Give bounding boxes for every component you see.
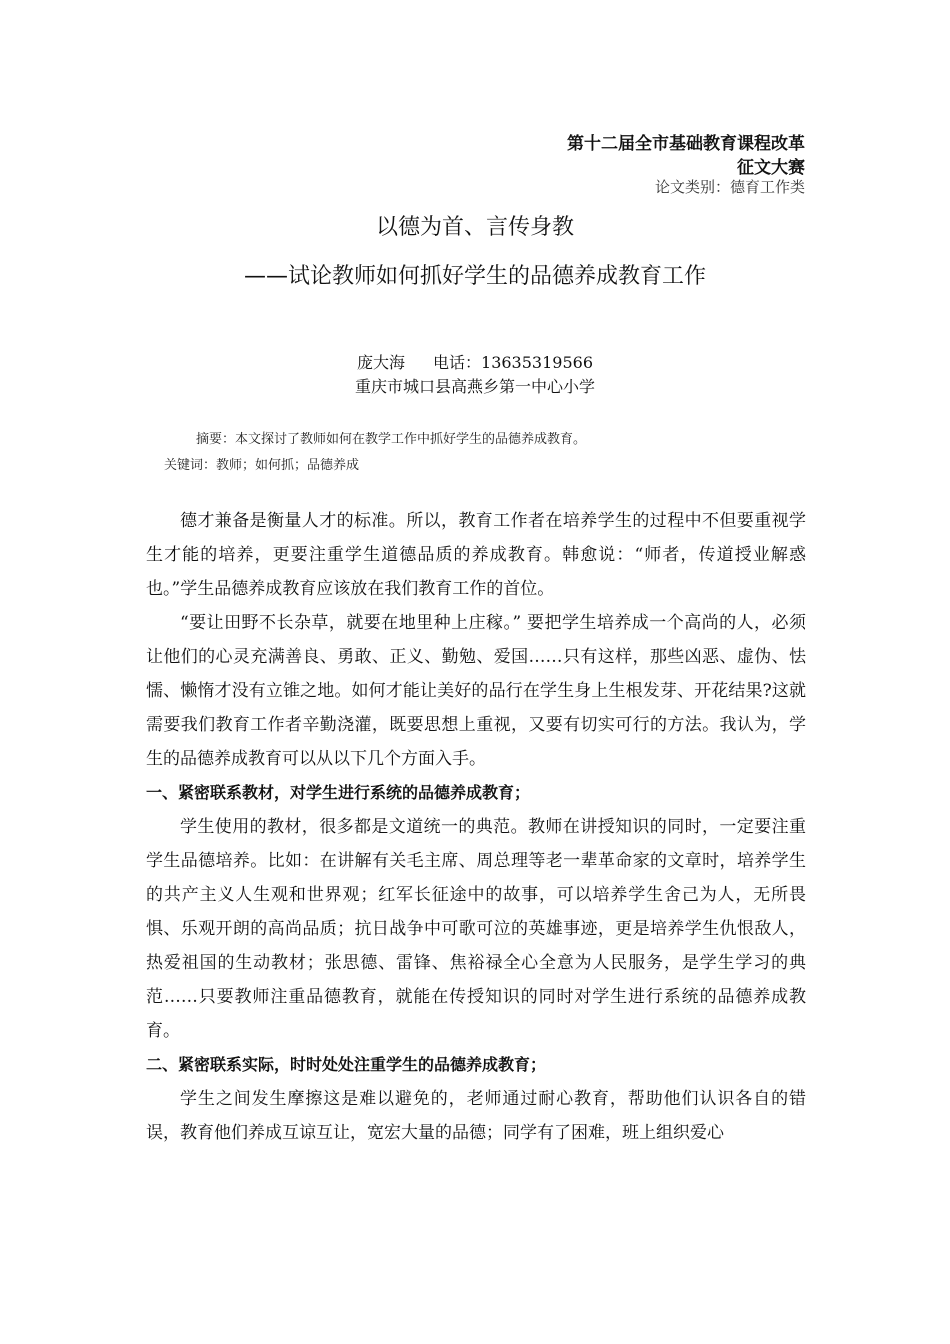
paragraph: “要让田野不长杂草，就要在地里种上庄稼。” 要把学生培养成一个高尚的人，必须让他们的心灵充满善良、勇敢、正义、勤勉、爱国……只有这样，那些凶恶、虚伪、怯懦、懒惰才没有立锥之地。如何才能让美好的品行在学生身上生根发芽、开花结果?这就需要我们教育工作者辛勤浇灌，既要思想上重视，又要有切实可行的方法。我认为，学生的品德养成教育可以从以下几个方面入手。 bbox=[146, 613, 806, 769]
paper-category: 论文类别：德育工作类 bbox=[654, 178, 805, 196]
author-phone: 电话：13635319566 bbox=[433, 353, 593, 372]
main-title: 以德为首、言传身教 bbox=[375, 215, 574, 240]
section-heading: 二、紧密联系实际，时时处处注重学生的品德养成教育； bbox=[146, 1055, 547, 1074]
keywords: 关键词：教师；如何抓；品德养成 bbox=[164, 458, 360, 473]
author-name: 庞大海 bbox=[357, 353, 406, 372]
paragraph: 学生之间发生摩擦这是难以避免的，老师通过耐心教育，帮助他们认识各自的错误，教育他们养成互谅互让，宽宏大量的品德；同学有了困难，班上组织爱心 bbox=[146, 1089, 806, 1143]
section-heading: 一、紧密联系教材，对学生进行系统的品德养成教育； bbox=[146, 783, 531, 802]
contest-name-line1: 第十二届全市基础教育课程改革 bbox=[567, 134, 805, 154]
subtitle: ——试论教师如何抓好学生的品德养成教育工作 bbox=[243, 264, 706, 289]
abstract: 摘要：本文探讨了教师如何在教学工作中抓好学生的品德养成教育。 bbox=[196, 432, 587, 447]
author-line bbox=[0, 350, 950, 373]
paragraph: 学生使用的教材，很多都是文道统一的典范。教师在讲授知识的同时，一定要注重学生品德培养。比如：在讲解有关毛主席、周总理等老一辈革命家的文章时，培养学生的共产主义人生观和世界观；红军长征途中的故事，可以培养学生舍己为人，无所畏惧、乐观开朗的高尚品质；抗日战争中可歌可泣的英雄事迹，更是培养学生仇恨敌人，热爱祖国的生动教材；张思德、雷锋、焦裕禄全心全意为人民服务，是学生学习的典范……只要教师注重品德教育，就能在传授知识的同时对学生进行系统的品德养成教育。 bbox=[146, 817, 806, 1041]
body-text bbox=[146, 504, 806, 1150]
paragraph: 德才兼备是衡量人才的标准。所以，教育工作者在培养学生的过程中不但要重视学生才能的培养，更要注重学生道德品质的养成教育。韩愈说：“师者，传道授业解惑也。”学生品德养成教育应该放在我们教育工作的首位。 bbox=[146, 511, 806, 599]
author-school: 重庆市城口县高燕乡第一中心小学 bbox=[354, 377, 595, 396]
contest-name-line2: 征文大赛 bbox=[737, 158, 805, 178]
